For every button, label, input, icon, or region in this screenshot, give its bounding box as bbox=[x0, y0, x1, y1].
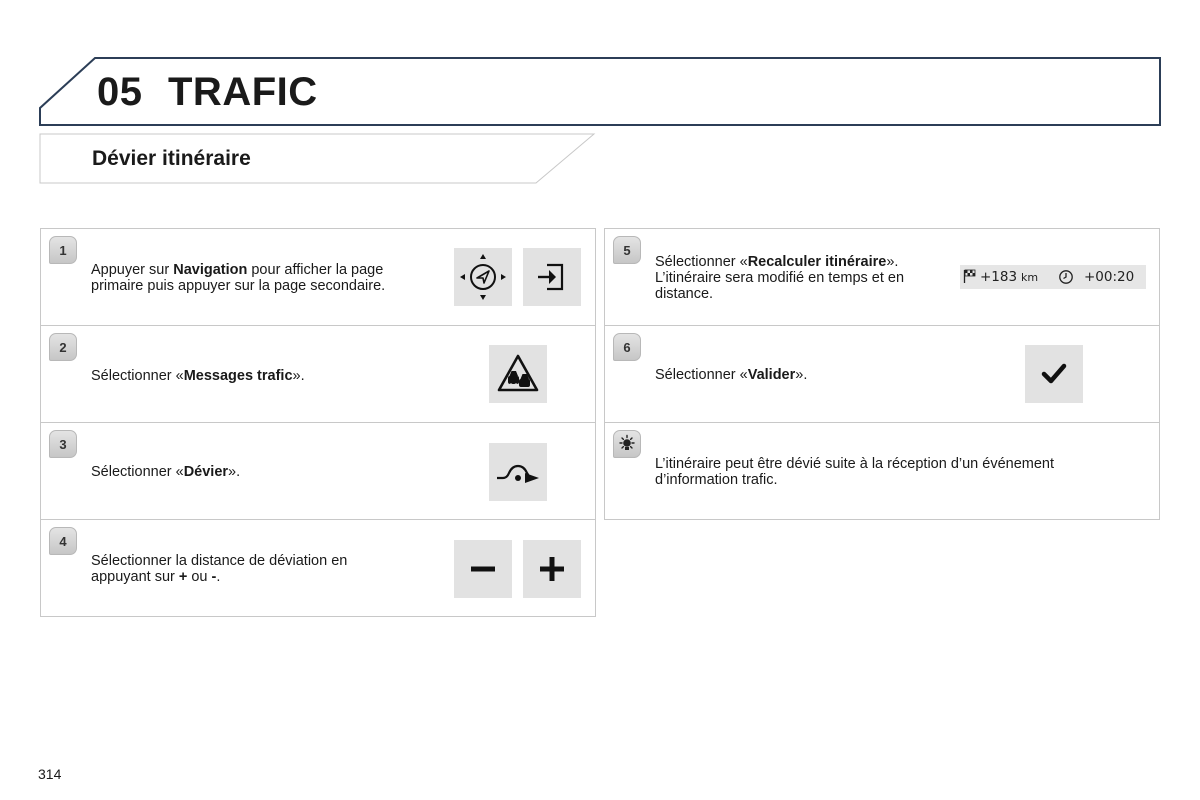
navigation-compass-icon bbox=[456, 250, 510, 304]
lightbulb-tip-icon bbox=[617, 434, 637, 454]
section-title-frame bbox=[0, 130, 600, 190]
increase-distance-button[interactable] bbox=[523, 540, 581, 598]
distance-delta: +183 bbox=[980, 269, 1018, 285]
step-number-badge: 3 bbox=[49, 430, 77, 458]
step-box-6 bbox=[604, 325, 1160, 423]
step-instruction: Sélectionner «Messages trafic». bbox=[91, 368, 305, 384]
step-box-4 bbox=[40, 519, 596, 617]
distance-unit: km bbox=[1021, 271, 1039, 284]
step-instruction: Sélectionner «Dévier». bbox=[91, 464, 241, 480]
detour-button[interactable] bbox=[489, 443, 547, 501]
validate-button[interactable] bbox=[1025, 345, 1083, 403]
tip-badge bbox=[613, 430, 641, 458]
step-instruction: Sélectionner «Valider». bbox=[655, 367, 808, 383]
step-box-1 bbox=[40, 228, 596, 326]
detour-route-icon bbox=[493, 457, 543, 487]
step-box-3 bbox=[40, 422, 596, 520]
step-box-5 bbox=[604, 228, 1160, 326]
secondary-page-icon bbox=[532, 257, 572, 297]
step-instruction: Appuyer sur Navigation pour afficher la page primaire puis appuyer sur la page secondaire. bbox=[91, 262, 386, 294]
section-title: Dévier itinéraire bbox=[92, 147, 251, 170]
decrease-distance-button[interactable] bbox=[454, 540, 512, 598]
tip-text: L’itinéraire peut être dévié suite à la réception d’un événement d’information trafic. bbox=[655, 456, 1055, 488]
navigation-button[interactable] bbox=[454, 248, 512, 306]
time-delta: +00:20 bbox=[1084, 269, 1135, 285]
minus-icon bbox=[468, 554, 498, 584]
page-number: 314 bbox=[38, 766, 62, 782]
step-instruction: Sélectionner la distance de déviation en appuyant sur + ou -. bbox=[91, 553, 348, 585]
secondary-page-button[interactable] bbox=[523, 248, 581, 306]
checkmark-icon bbox=[1039, 359, 1069, 389]
step-number-badge: 1 bbox=[49, 236, 77, 264]
step-box-2 bbox=[40, 325, 596, 423]
step-number-badge: 2 bbox=[49, 333, 77, 361]
route-recalculation-status bbox=[960, 265, 1146, 289]
traffic-warning-icon bbox=[495, 351, 541, 397]
tip-box bbox=[604, 422, 1160, 520]
plus-icon bbox=[537, 554, 567, 584]
traffic-messages-button[interactable] bbox=[489, 345, 547, 403]
step-number-badge: 4 bbox=[49, 527, 77, 555]
checkered-flag-icon bbox=[963, 268, 977, 284]
step-number-badge: 5 bbox=[613, 236, 641, 264]
clock-icon bbox=[1058, 269, 1074, 285]
chapter-number: 05 bbox=[97, 70, 143, 114]
step-instruction: Sélectionner «Recalculer itinéraire». L’itinéraire sera modifié en temps et en distance. bbox=[655, 254, 905, 302]
chapter-title: TRAFIC bbox=[168, 70, 318, 114]
step-number-badge: 6 bbox=[613, 333, 641, 361]
